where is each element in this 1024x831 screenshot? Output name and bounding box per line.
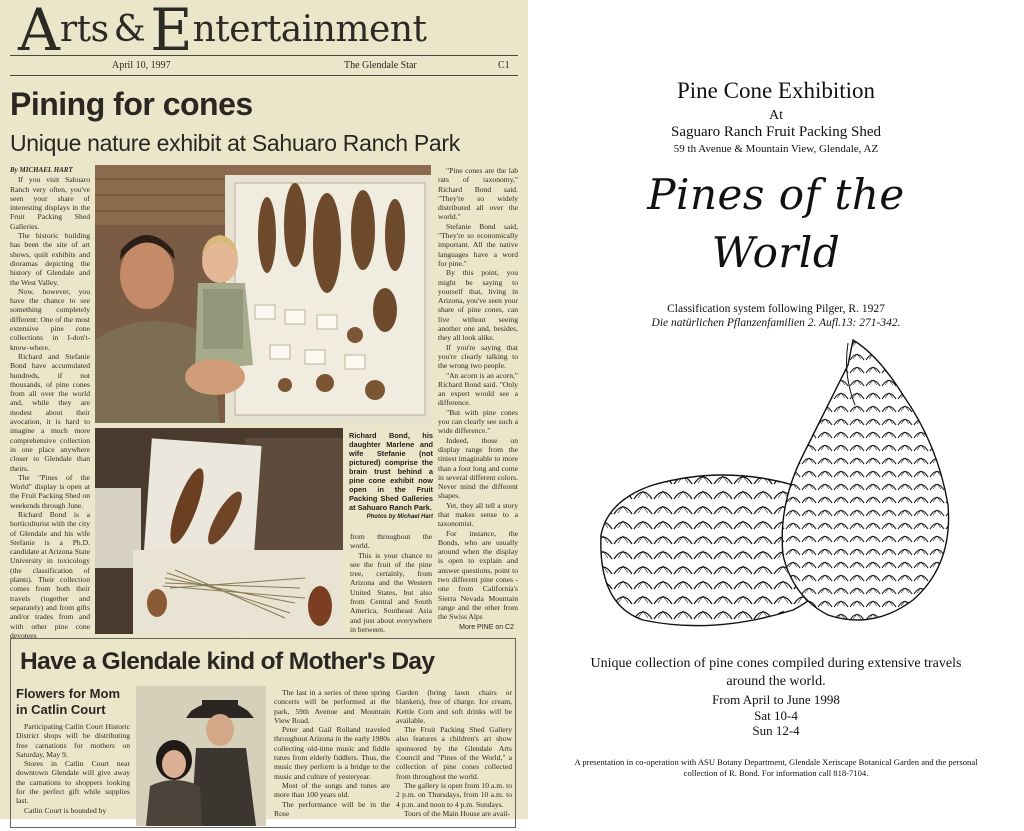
continued-jump: More PINE on C2 <box>459 624 514 631</box>
exhibit-name-line1: Pines of the <box>647 170 905 219</box>
article-column-1 <box>10 166 90 640</box>
flyer-venue: Saguaro Ranch Fruit Packing Shed <box>671 124 881 140</box>
story2-column-3 <box>396 688 512 819</box>
article-paragraph: Richard Bond is a horticulturist with the city of Glendale and his wife Stefanie is a Ph.D. candidate at Arizona State University in toxicology (the classification of plants). Their collection comes from both their travels (together and separately) and from gifts and/or trades from and with other pine cone devotees <box>10 509 90 640</box>
article-paragraph: If you visit Sahuaro Ranch very often, you've seen your share of interesting displays in the Fruit Packing Shed Galleries. <box>10 175 90 231</box>
flyer-dates: From April to June 1998 <box>712 692 840 707</box>
story2-column-2 <box>274 688 390 819</box>
article-paragraph: Richard and Stefanie Bond have accumulated hundreds, if not thousands, of pine cones from all over the world and, while they are modest about their avocation, it is hard to imagine a much more comprehensive collection in one place anywhere closer to Glendale than theirs. <box>10 351 90 473</box>
exhibition-flyer <box>528 0 1024 819</box>
masthead <box>18 0 518 64</box>
photo-musicians <box>136 686 266 826</box>
article-column-2 <box>350 532 432 634</box>
article-paragraph: Stefanie Bond said, "They're so economically important. All the native languages have a word for pine." <box>438 221 518 268</box>
article-paragraph: For instance, the Bonds, who are usually around when the display is open to explain and answer questions, point to two different pine cones - one from California's Sierra Nevada Mountain range and the other from the Swiss Alps <box>438 528 518 622</box>
article-paragraph: The Fruit Packing Shed Gallery also features a children's art show sponsored by the Glendale Arts Council and "Pines of the World," a collection of pine cones collected from throughout the world. <box>396 725 512 781</box>
story2-column-1 <box>16 722 130 819</box>
article-paragraph: This is your chance to see the fruit of the pine tree, certainly, from Arizona and the Western United States, but also from Central and South America, Southeast Asia and just about everywhere in between. <box>350 550 432 634</box>
article-paragraph: Stores in Catlin Court near downtown Glendale will give away the carnations to shoppers looking for the perfect gift while supplies last. <box>16 759 130 806</box>
photo-bond-family <box>95 165 431 423</box>
article-paragraph: Peter and Gail Rolland traveled throughout Arizona in the early 1980s collecting old-time music and fiddle tunes from elderly fiddlers. Thus, the music they perform is a bridge to the music and culture of yesteryear. <box>274 725 390 781</box>
article-paragraph: The performance will be in the Rose <box>274 799 390 818</box>
masthead-cap-e: E <box>150 0 193 64</box>
article-paragraph: Yet, they all tell a story that makes sense to a taxonomist. <box>438 500 518 529</box>
headline: Pining for cones <box>10 86 253 122</box>
caption-text: Richard Bond, his daughter Marlene and wife Stefanie (not pictured) comprise the brain trust behind a pine cone exhibit now open in the Fruit Packing Shed Galleries at Sahuaro Ranch Park. <box>349 431 433 512</box>
paper-name: The Glendale Star <box>344 60 417 71</box>
article-paragraph: Garden (bring lawn chairs or blankets), free of charge. Ice cream, Kettle Corn and soft drinks will be available. <box>396 688 512 725</box>
flyer-sunday-hours: Sun 12-4 <box>752 723 800 738</box>
masthead-ampersand: & <box>113 9 146 50</box>
article-column-3 <box>438 166 518 626</box>
article-paragraph: The gallery is open from 10 a.m. to 2 p.m. on Thursdays, from 10 a.m. to 4 p.m. and noon to 4 p.m. Sundays. <box>396 780 512 809</box>
article-paragraph: Most of the songs and tunes are more than 100 years old. <box>274 780 390 800</box>
article-paragraph: If you're saying that you're clearly talking to the wrong two people. <box>438 342 518 371</box>
masthead-word-rts: rts <box>59 9 109 50</box>
article-paragraph: Catlin Court is bounded by <box>24 805 107 815</box>
article-paragraph: "Pine cones are the lab rats of taxonomy," Richard Bond said. "They're so widely distributed all over the world." <box>438 166 518 222</box>
flyer-description: Unique collection of pine cones compiled during extensive travels around the world. <box>590 656 962 689</box>
flyer-credit: A presentation in co-operation with ASU Botany Department, Glendale Xeriscape Botanical Garden and the personal collection of R. Bond. For information call 818-7104. <box>574 757 978 778</box>
article-paragraph: Tours of the Main House are avail- <box>404 808 511 818</box>
dateline-rule <box>10 75 518 76</box>
flyer-at: At <box>769 108 783 123</box>
flyer-title: Pine Cone Exhibition <box>676 78 876 103</box>
pine-cone-illustration <box>593 335 973 640</box>
article-paragraph: The historic building has been the site of art shows, quilt exhibits and dioramas depicting the history of Glendale and the West Valley. <box>10 231 90 287</box>
article-paragraph: The last in a series of three spring concerts will be performed at the park, 59th Avenue and Mountain View Road. <box>274 688 390 725</box>
flyer-address: 59 th Avenue & Mountain View, Glendale, AZ <box>673 143 879 155</box>
article-paragraph: "But with pine cones you can clearly see such a wide difference." <box>438 407 518 436</box>
article-paragraph: The "Pines of the World" display is open at the Fruit Packing Shed on weekends through June. <box>10 472 90 510</box>
dateline <box>112 60 512 74</box>
article-paragraph: from throughout the world. <box>350 532 432 551</box>
exhibit-name-line2: World <box>711 228 841 277</box>
article-paragraph: Now, however, you have the chance to see something completely different: One of the most extensive pine cone collections in I-don't-know-where. <box>10 286 90 352</box>
masthead-rule <box>10 55 518 56</box>
flyer-saturday-hours: Sat 10-4 <box>754 708 798 723</box>
page-number: C1 <box>498 60 510 71</box>
subheadline: Unique nature exhibit at Sahuaro Ranch Park <box>10 130 460 156</box>
masthead-word-entertainment: ntertainment <box>192 9 427 50</box>
classification-note: Classification system following Pilger, R. 1927 <box>667 303 885 315</box>
story2-subhead: Flowers for Mom in Catlin Court <box>16 686 121 717</box>
story2-headline: Have a Glendale kind of Mother's Day <box>20 648 435 675</box>
classification-reference: Die natürlichen Pflanzenfamilien 2. Aufl.13: 271-342. <box>651 317 901 329</box>
article-paragraph: Indeed, those on display range from the tiniest imaginable to more than a foot long and come in several different colors. Never mind the different shapes. <box>438 435 518 501</box>
photo-cone-specimens <box>95 428 343 634</box>
photo-caption <box>349 431 433 522</box>
article-paragraph: By this point, you might be saying to yourself that, living in Arizona, you've seen your share of pine cones, can live without seeing another one and, besides, they all look alike. <box>438 268 518 343</box>
article-paragraph: Participating Catlin Court Historic District shops will be distributing free carnations for mothers on Saturday, May 9. <box>16 722 130 759</box>
byline: By MICHAEL HART <box>10 166 73 174</box>
masthead-cap-a: A <box>18 0 60 64</box>
issue-date: April 10, 1997 <box>112 60 171 71</box>
photo-credit: Photos by Michael Hart <box>366 514 433 520</box>
article-paragraph: "An acorn is an acorn," Richard Bond said. "Only an expert would see a difference. <box>438 370 518 408</box>
